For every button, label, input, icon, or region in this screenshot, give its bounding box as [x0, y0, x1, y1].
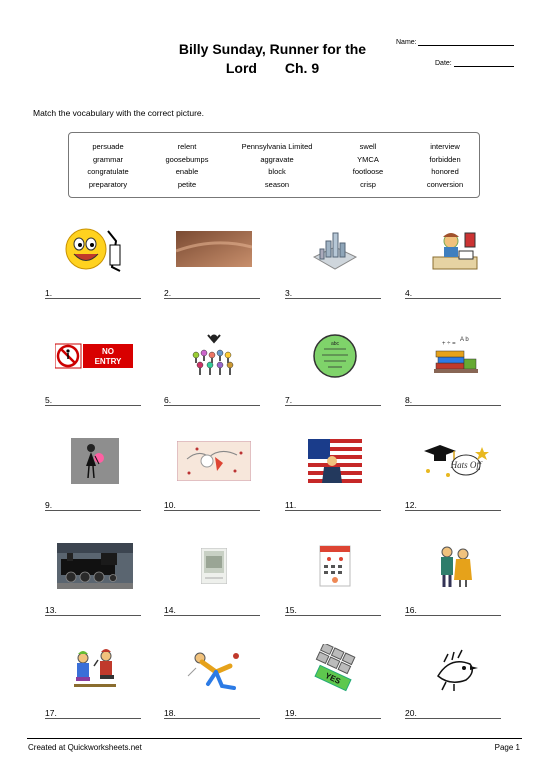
ymca-keys-icon: [285, 638, 385, 700]
picture-item: [45, 325, 145, 420]
item-number: 12.: [405, 500, 417, 510]
name-field[interactable]: [396, 39, 417, 46]
answer-blank[interactable]: [45, 395, 141, 406]
picture-item: [45, 535, 145, 630]
skin-goosebumps-icon: [164, 218, 264, 280]
word-bank-item: honored: [431, 167, 459, 177]
word-bank-item: YMCA: [357, 154, 379, 164]
instructions: Match the vocabulary with the correct picture.: [33, 108, 205, 118]
svg-text:Hats Off: Hats Off: [450, 460, 482, 470]
svg-text:NO: NO: [102, 347, 114, 356]
answer-blank[interactable]: [45, 500, 141, 511]
city-block-icon: [285, 218, 385, 280]
picture-item: [405, 325, 505, 420]
item-number: 4.: [405, 288, 413, 298]
answer-blank[interactable]: [45, 605, 141, 616]
item-number: 17.: [45, 708, 57, 718]
chapter-label: Ch. 9: [284, 60, 320, 76]
word-bank-item: swell: [359, 142, 377, 151]
word-bank-item: crisp: [360, 179, 376, 189]
answer-blank[interactable]: [405, 288, 501, 299]
item-number: 16.: [405, 605, 417, 615]
title-line-1: Billy Sunday, Runner for the: [178, 41, 367, 57]
picture-item: [164, 535, 264, 630]
petite-woman-icon: [45, 430, 145, 492]
word-bank-item: Pennsylvania Limited: [241, 142, 313, 151]
word-bank-item: congratulate: [87, 167, 129, 177]
word-bank-item: forbidden: [429, 154, 461, 164]
two-people-icon: [405, 535, 505, 597]
picture-item: [285, 535, 385, 630]
item-number: 15.: [285, 605, 297, 615]
word-bank-item: interview: [430, 142, 460, 151]
svg-text:YES: YES: [323, 670, 342, 686]
word-bank-item: conversion: [426, 179, 464, 189]
footer-divider: [27, 738, 522, 739]
stacked-books-icon: [405, 325, 505, 387]
picture-item: [45, 430, 145, 525]
answer-blank[interactable]: [285, 395, 381, 406]
word-bank-item: block: [268, 167, 286, 177]
word-bank-item: season: [264, 179, 290, 189]
word-bank-item: enable: [175, 167, 199, 177]
answer-blank[interactable]: [285, 288, 381, 299]
answer-blank[interactable]: [164, 605, 260, 616]
answer-blank[interactable]: [405, 395, 501, 406]
picture-item: [405, 430, 505, 525]
word-bank-item: petite: [177, 179, 197, 189]
item-number: 3.: [285, 288, 293, 298]
date-line: [454, 66, 514, 67]
answer-blank[interactable]: [405, 605, 501, 616]
word-bank-item: aggravate: [260, 154, 294, 164]
picture-item: [285, 430, 385, 525]
item-number: 2.: [164, 288, 172, 298]
picture-item: [164, 218, 264, 313]
smiley-face-pointing-icon: [45, 218, 145, 280]
word-bank-item: grammar: [92, 154, 123, 164]
answer-blank[interactable]: [45, 288, 141, 299]
word-bank-item: preparatory: [88, 179, 128, 189]
picture-item: [285, 638, 385, 733]
item-number: 8.: [405, 395, 413, 405]
date-label: Date:: [435, 60, 452, 67]
crisp-air-card-icon: [164, 430, 264, 492]
answer-blank[interactable]: [164, 288, 260, 299]
item-number: 13.: [45, 605, 57, 615]
svg-text:ENTRY: ENTRY: [94, 357, 122, 366]
word-bank-item: relent: [177, 142, 197, 151]
graduation-congrats-icon: [405, 430, 505, 492]
answer-blank[interactable]: [164, 708, 260, 719]
word-grid: [69, 141, 479, 191]
item-number: 6.: [164, 395, 172, 405]
aggravated-bird-icon: [405, 638, 505, 700]
picture-item: [285, 218, 385, 313]
answer-blank[interactable]: [285, 708, 381, 719]
steam-train-icon: [45, 535, 145, 597]
answer-blank[interactable]: [285, 605, 381, 616]
crowd-cheering-icon: [164, 325, 264, 387]
word-bank-item: footloose: [352, 167, 384, 177]
answer-blank[interactable]: [164, 500, 260, 511]
item-number: 9.: [45, 500, 53, 510]
picture-item: [45, 638, 145, 733]
small-photo-icon: [164, 535, 264, 597]
picture-item: [45, 218, 145, 313]
date-field[interactable]: [435, 60, 452, 67]
footloose-dancer-icon: [164, 638, 264, 700]
name-line: [418, 45, 514, 46]
item-number: 14.: [164, 605, 176, 615]
footer-page: Page 1: [494, 743, 520, 752]
item-number: 5.: [45, 395, 53, 405]
answer-blank[interactable]: [164, 395, 260, 406]
svg-text:+ ÷ =: + ÷ =: [442, 341, 456, 347]
picture-item: [405, 638, 505, 733]
grammar-circle-icon: [285, 325, 385, 387]
svg-text:A b: A b: [460, 337, 469, 343]
item-number: 7.: [285, 395, 293, 405]
picture-item: [164, 638, 264, 733]
picture-item: [405, 218, 505, 313]
answer-blank[interactable]: [285, 500, 381, 511]
item-number: 18.: [164, 708, 176, 718]
picture-item: [164, 430, 264, 525]
picture-item: [405, 535, 505, 630]
answer-blank[interactable]: [45, 708, 141, 719]
title-line-2: [150, 59, 395, 78]
answer-blank[interactable]: [405, 708, 501, 719]
interview-people-icon: [45, 638, 145, 700]
word-bank-item: persuade: [92, 142, 124, 151]
honored-soldier-flag-icon: [285, 430, 385, 492]
item-number: 11.: [285, 500, 297, 510]
answer-blank[interactable]: [405, 500, 501, 511]
svg-text:abc: abc: [330, 341, 340, 347]
item-number: 10.: [164, 500, 176, 510]
footer-credit: Created at Quickworksheets.net: [28, 743, 142, 752]
item-number: 1.: [45, 288, 53, 298]
picture-item: [164, 325, 264, 420]
season-calendar-icon: [285, 535, 385, 597]
word-bank-item: goosebumps: [165, 154, 209, 164]
title-lord: Lord: [225, 60, 257, 76]
no-entry-sign-icon: [45, 325, 145, 387]
word-bank: [68, 132, 480, 198]
picture-item: [285, 325, 385, 420]
name-label: Name:: [396, 39, 417, 46]
item-number: 20.: [405, 708, 417, 718]
item-number: 19.: [285, 708, 297, 718]
page-title: [150, 40, 395, 78]
student-studying-icon: [405, 218, 505, 280]
